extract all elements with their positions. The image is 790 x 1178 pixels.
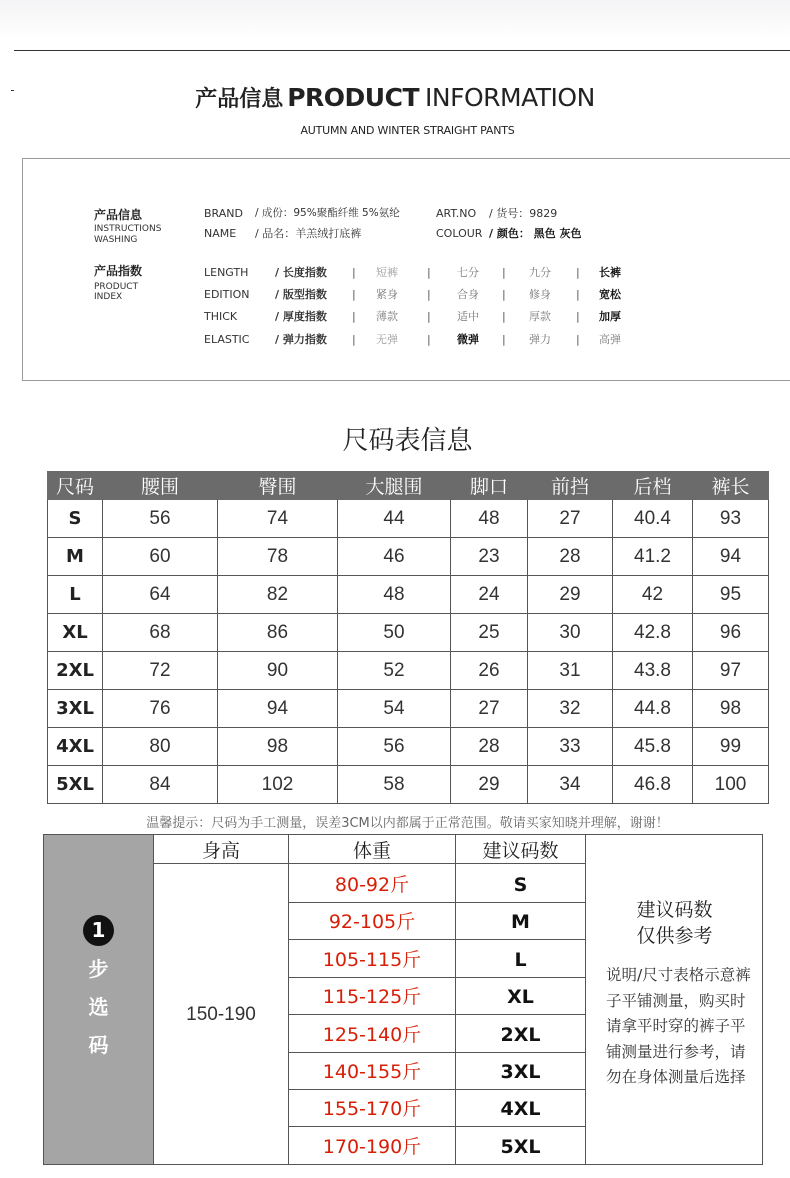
index-sep: | — [352, 333, 356, 346]
value-cell: 94 — [218, 690, 338, 728]
column-header: 脚口 — [451, 472, 528, 500]
value-cell: 76 — [103, 690, 218, 728]
step-char: 码 — [88, 1033, 109, 1057]
table-row — [48, 500, 769, 538]
value-cell: 72 — [103, 652, 218, 690]
value-cell: 99 — [693, 728, 769, 766]
size-guide — [43, 834, 763, 1165]
value-cell: 27 — [528, 500, 613, 538]
value-cell: 26 — [451, 652, 528, 690]
column-header: 后档 — [613, 472, 693, 500]
value-cell: 34 — [528, 766, 613, 804]
section-index-cn: 产品指数 — [94, 264, 143, 278]
guide-row — [289, 865, 585, 903]
recommend-line1: 建议码数 — [636, 899, 713, 921]
index-opt: 合身 — [457, 288, 479, 301]
index-en: THICK — [204, 310, 238, 323]
value-cell: 33 — [528, 728, 613, 766]
value-cell: 27 — [451, 690, 528, 728]
artno-value: / 货号：9829 — [489, 207, 558, 220]
title-bold: PRODUCT — [287, 83, 420, 112]
index-sep: | — [427, 266, 431, 279]
value-cell: 56 — [338, 728, 451, 766]
table-row — [48, 728, 769, 766]
size-cell: 4XL — [48, 728, 103, 766]
value-cell: 68 — [103, 614, 218, 652]
index-cn: / 长度指数 — [275, 266, 327, 279]
size-value: 5XL — [500, 1135, 541, 1158]
index-cn: / 弹力指数 — [275, 333, 327, 346]
measure-note: 说明/尺寸表格示意裤子平铺测量，购买时请拿平时穿的裤子平铺测量进行参考，请勿在身体测量后选择 — [606, 966, 751, 1086]
divider — [585, 835, 586, 1164]
value-cell: 40.4 — [613, 500, 693, 538]
value-cell: 48 — [338, 576, 451, 614]
size-cell: M — [48, 538, 103, 576]
index-opt: 厚款 — [529, 310, 551, 323]
value-cell: 44 — [338, 500, 451, 538]
index-cn: / 厚度指数 — [275, 310, 327, 323]
value-cell: 46.8 — [613, 766, 693, 804]
colour-value: / 颜色： 黑色 灰色 — [489, 227, 582, 240]
weight-value: 170-190斤 — [322, 1135, 422, 1158]
guide-row — [289, 1052, 585, 1090]
brand-label: BRAND — [204, 207, 243, 220]
index-en: ELASTIC — [204, 333, 250, 346]
size-value: L — [514, 948, 527, 971]
weight-value: 115-125斤 — [322, 986, 422, 1009]
weight-header: 体重 — [289, 835, 455, 864]
size-cell: 3XL — [48, 690, 103, 728]
value-cell: 31 — [528, 652, 613, 690]
index-opt: 七分 — [457, 266, 479, 279]
index-sep: | — [502, 266, 506, 279]
guide-row — [289, 1015, 585, 1053]
value-cell: 43.8 — [613, 652, 693, 690]
value-cell: 102 — [218, 766, 338, 804]
index-opt: 薄款 — [376, 310, 398, 323]
page-title — [0, 82, 790, 113]
value-cell: 97 — [693, 652, 769, 690]
height-value: 150-190 — [186, 1004, 256, 1025]
section-info-en1: INSTRUCTIONS — [94, 224, 162, 234]
value-cell: 95 — [693, 576, 769, 614]
index-sep: | — [576, 266, 580, 279]
value-cell: 44.8 — [613, 690, 693, 728]
weight-value: 155-170斤 — [322, 1098, 422, 1121]
guide-row — [289, 1089, 585, 1127]
index-opt-selected: 宽松 — [599, 288, 621, 301]
product-info-box — [22, 158, 790, 381]
value-cell: 98 — [693, 690, 769, 728]
value-cell: 42 — [613, 576, 693, 614]
value-cell: 78 — [218, 538, 338, 576]
top-divider — [14, 50, 790, 51]
column-header: 裤长 — [693, 472, 769, 500]
value-cell: 96 — [693, 614, 769, 652]
weight-value: 140-155斤 — [322, 1061, 422, 1083]
size-value: 3XL — [500, 1061, 541, 1083]
index-opt: 高弹 — [599, 333, 621, 346]
value-cell: 23 — [451, 538, 528, 576]
index-cn: / 版型指数 — [275, 288, 327, 301]
size-cell: XL — [48, 614, 103, 652]
value-cell: 46 — [338, 538, 451, 576]
column-header: 大腿围 — [338, 472, 451, 500]
value-cell: 84 — [103, 766, 218, 804]
index-sep: | — [502, 333, 506, 346]
size-cell: S — [48, 500, 103, 538]
table-row — [48, 690, 769, 728]
guide-row — [289, 977, 585, 1015]
section-index-en1: PRODUCT — [94, 282, 139, 292]
name-label: NAME — [204, 227, 237, 240]
index-opt-selected: 长裤 — [599, 266, 621, 279]
table-row — [48, 538, 769, 576]
value-cell: 32 — [528, 690, 613, 728]
material-value: / 成份：95%聚酯纤维 5%氨纶 — [255, 207, 400, 219]
column-header: 臀围 — [218, 472, 338, 500]
index-opt: 九分 — [529, 266, 551, 279]
index-sep: | — [576, 333, 580, 346]
value-cell: 30 — [528, 614, 613, 652]
value-cell: 58 — [338, 766, 451, 804]
step-char: 选 — [88, 995, 109, 1019]
value-cell: 100 — [693, 766, 769, 804]
value-cell: 52 — [338, 652, 451, 690]
height-header: 身高 — [154, 835, 288, 864]
size-header: 建议码数 — [456, 835, 585, 864]
weight-value: 105-115斤 — [322, 948, 422, 971]
colour-label: COLOUR — [436, 227, 483, 240]
section-index-en2: INDEX — [94, 292, 123, 302]
index-sep: | — [352, 266, 356, 279]
index-opt: 无弹 — [376, 333, 398, 346]
size-tip: 温馨提示：尺码为手工测量，误差3CM以内都属于正常范围。敬请买家知晓并理解，谢谢！ — [146, 816, 669, 831]
size-cell: 2XL — [48, 652, 103, 690]
index-sep: | — [576, 310, 580, 323]
index-en: LENGTH — [204, 266, 249, 279]
table-row — [48, 576, 769, 614]
index-sep: | — [576, 288, 580, 301]
step-panel — [44, 835, 153, 1164]
value-cell: 54 — [338, 690, 451, 728]
value-cell: 25 — [451, 614, 528, 652]
weight-value: 80-92斤 — [334, 874, 410, 896]
index-sep: | — [502, 310, 506, 323]
recommend-line2: 仅供参考 — [636, 925, 713, 947]
index-opt-selected: 加厚 — [599, 310, 621, 323]
size-cell: 5XL — [48, 766, 103, 804]
index-sep: | — [502, 288, 506, 301]
value-cell: 24 — [451, 576, 528, 614]
index-sep: | — [427, 310, 431, 323]
value-cell: 90 — [218, 652, 338, 690]
section-info-en2: WASHING — [94, 235, 138, 245]
value-cell: 64 — [103, 576, 218, 614]
column-header: 尺码 — [48, 472, 103, 500]
name-value: / 品名：羊羔绒打底裤 — [255, 227, 362, 240]
index-en: EDITION — [204, 288, 250, 301]
top-shade — [0, 0, 790, 40]
index-opt: 短裤 — [376, 266, 398, 279]
table-row — [48, 614, 769, 652]
value-cell: 98 — [218, 728, 338, 766]
guide-row — [289, 902, 585, 940]
value-cell: 80 — [103, 728, 218, 766]
value-cell: 60 — [103, 538, 218, 576]
value-cell: 93 — [693, 500, 769, 538]
value-cell: 74 — [218, 500, 338, 538]
index-sep: | — [352, 310, 356, 323]
value-cell: 48 — [451, 500, 528, 538]
size-cell: L — [48, 576, 103, 614]
value-cell: 29 — [528, 576, 613, 614]
index-sep: | — [427, 288, 431, 301]
size-value: 4XL — [500, 1098, 541, 1121]
index-opt: 修身 — [529, 288, 551, 301]
size-value: S — [513, 874, 528, 896]
step-char: 步 — [88, 957, 109, 981]
value-cell: 45.8 — [613, 728, 693, 766]
value-cell: 28 — [451, 728, 528, 766]
table-row — [48, 766, 769, 804]
value-cell: 82 — [218, 576, 338, 614]
value-cell: 41.2 — [613, 538, 693, 576]
size-chart-title: 尺码表信息 — [342, 426, 473, 456]
size-value: M — [511, 911, 530, 934]
weight-value: 125-140斤 — [322, 1023, 422, 1046]
value-cell: 29 — [451, 766, 528, 804]
size-value: 2XL — [500, 1023, 541, 1046]
title-light: INFORMATION — [425, 83, 595, 112]
table-row — [48, 652, 769, 690]
table-header-row — [48, 472, 769, 500]
artno-label: ART.NO — [436, 207, 477, 220]
value-cell: 86 — [218, 614, 338, 652]
index-sep: | — [427, 333, 431, 346]
value-cell: 56 — [103, 500, 218, 538]
index-opt: 弹力 — [529, 333, 551, 346]
index-opt: 紧身 — [376, 288, 398, 301]
value-cell: 42.8 — [613, 614, 693, 652]
guide-row — [289, 940, 585, 978]
step-number-badge: 1 — [83, 915, 114, 946]
section-info-cn: 产品信息 — [94, 208, 143, 222]
column-header: 前挡 — [528, 472, 613, 500]
size-value: XL — [507, 986, 534, 1009]
weight-value: 92-105斤 — [328, 911, 416, 934]
size-table — [47, 471, 769, 804]
page-subtitle: AUTUMN AND WINTER STRAIGHT PANTS — [300, 124, 515, 137]
value-cell: 94 — [693, 538, 769, 576]
guide-row — [289, 1127, 585, 1165]
value-cell: 28 — [528, 538, 613, 576]
title-cn: 产品信息 — [195, 87, 284, 112]
index-sep: | — [352, 288, 356, 301]
index-opt-selected: 微弹 — [457, 333, 479, 346]
value-cell: 50 — [338, 614, 451, 652]
index-opt: 适中 — [457, 310, 479, 323]
column-header: 腰围 — [103, 472, 218, 500]
